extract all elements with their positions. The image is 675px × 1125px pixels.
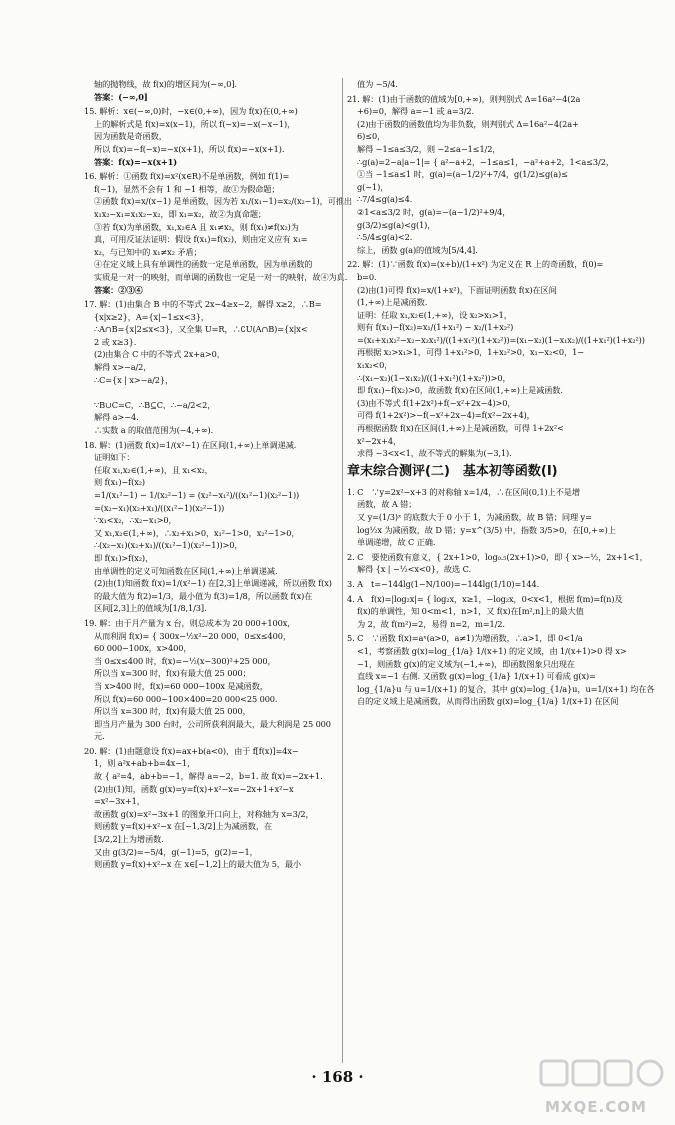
left-column-line: 所以当 x=300 时，f(x)有最大值 25 000； <box>94 668 251 679</box>
watermark-text: MXQE.COM <box>545 1098 647 1116</box>
left-column-line: ∴实数 a 的取值范围为(−4,+∞). <box>94 425 214 436</box>
chapter-answer-line: −1，则函数 g(x)的定义域为(−1,+∞)，即函数图象只出现在 <box>357 658 575 669</box>
right-column-line: 解得 −1≤a≤3/2，则 −2≤a−1≤1/2， <box>357 143 501 154</box>
left-column-line: 故 { a²=4，ab+b=−1，解得 a=−2，b=1. 故 f(x)=−2x+1. <box>94 771 323 782</box>
left-column-line: ∴C={x | x>−a/2}， <box>94 374 174 385</box>
chapter-answer-line: 3. A t=−144lg(1−N/100)=−144lg(1/10)=144. <box>347 578 540 589</box>
left-column-line: 任取 x₁,x₂∈(1,+∞)，且 x₁<x₂， <box>94 464 213 475</box>
left-column-line: 20. 解：(1)由题意设 f(x)=ax+b(a<0)，由于 f[f(x)]=4x− <box>84 745 299 756</box>
chapter-answer-line: log_{1/a}u 与 u=1/(x+1) 的复合，其中 g(x)=log_{1/a}u，u=1/(x+1) 均在各 <box>357 683 655 694</box>
left-column-line: 从而利润 f(x)= { 300x−½x²−20 000，0≤x≤400， <box>94 630 291 641</box>
left-column-line: ∵B∪C=C，∴B⊆C，∴−a/2<2， <box>94 399 216 410</box>
right-column <box>347 78 655 708</box>
left-column-line: 则 f(x₁)−f(x₂) <box>94 477 145 488</box>
left-column-line: =1/(x₁²−1) − 1/(x₂²−1) = (x₂²−x₁²)/((x₁²−1)(x₂²−1)) <box>94 490 300 500</box>
right-column-line: 证明：任取 x₁,x₂∈(1,+∞)，设 x₂>x₁>1， <box>357 309 512 320</box>
left-column-line: ②函数 f(x)=x/(x−1) 是单函数，因为若 x₁/(x₁−1)=x₂/(x₂−1)，可推出 <box>94 196 352 207</box>
left-column-line: (2)由集合 C 中的不等式 2x+a>0， <box>94 349 225 360</box>
left-column-line: (2)由(1)知函数 f(x)=1/(x²−1) 在[2,3]上单调递减，所以函数 f(x) <box>94 578 332 589</box>
chapter-answer-line: <1，考察函数 g(x)=log_{1/a} 1/(x+1) 的定义域，由 1/(x+1)>0 得 x> <box>357 645 627 656</box>
left-column-line: 当 x>400 时，f(x)=60 000−100x 是减函数， <box>94 680 268 691</box>
left-column-line: 答案：②③④ <box>94 284 143 295</box>
left-column-line: 的最大值为 f(2)=1/3，最小值为 f(3)=1/8，所以函数 f(x)在 <box>94 590 313 601</box>
left-column-line: (2)由(1)知，函数 g(x)=y=f(x)+x²−x=−2x+1+x²−x <box>94 783 294 794</box>
left-column-line: 轴的抛物线，故 f(x)的增区间为(−∞,0]. <box>94 79 237 89</box>
left-column-line: 由单调性的定义可知函数在区间(1,+∞)上单调递减. <box>94 565 278 576</box>
left-column-line: 2 或 x≥3}. <box>94 336 137 347</box>
right-column-line: 求得 −3<x<1，故不等式的解集为(−3,1). <box>357 448 512 459</box>
left-column-line: 1，则 a²x+ab+b=4x−1， <box>94 758 196 769</box>
left-column-line: 60 000−100x，x>400， <box>94 643 192 654</box>
right-column-line: (2)由于函数的函数值均为非负数，则判别式 Δ=16a²−4(2a+ <box>357 118 579 129</box>
right-column-line: ∴(x₁−x₂)(1−x₁x₂)/((1+x₁²)(1+x₂²))>0， <box>357 372 511 383</box>
chapter-answer-line: 1. C ∵y=2x²−x+3 的对称轴 x=1/4，∴在区间(0,1)上不是增 <box>347 486 580 497</box>
left-column-line: =(x₂−x₁)(x₂+x₁)/((x₁²−1)(x₂²−1)) <box>94 502 225 513</box>
right-column-line: 21. 解：(1)由于函数的值域为[0,+∞)，则判别式 Δ=16a²−4(2a <box>347 93 581 104</box>
right-column-line: ②1<a≤3/2 时，g(a)=−(a−1/2)²+9/4， <box>357 206 511 217</box>
right-column-line: x₁x₂<0， <box>357 360 393 371</box>
left-column-line: 故函数 g(x)=x²−3x+1 的图象开口向上，对称轴为 x=3/2， <box>94 808 314 819</box>
chapter-answer-line: 2. C 要使函数有意义，{ 2x+1>0，log₀.₅(2x+1)>0，即 { x>−½，2x+1<1， <box>347 551 648 562</box>
left-column-line: 17. 解：(1)由集合 B 中的不等式 2x−4≥x−2，解得 x≥2，∴B= <box>84 299 322 310</box>
left-column-line: 解得 x>−a/2， <box>94 362 152 373</box>
left-column-line: 16. 解析：①函数 f(x)=x²(x∈R)不是单函数，例如 f(1)= <box>84 171 290 182</box>
chapter-answer-line: 直线 x=−1 右侧. 又函数 g(x)=log_{1/a} 1/(x+1) 可看成 g(x)= <box>357 671 596 682</box>
left-column-line: =x²−3x+1， <box>94 796 145 807</box>
left-column-line: 因为函数是奇函数， <box>94 131 167 142</box>
left-column-line: 15. 解析：x∈(−∞,0)时，−x∈(0,+∞)，因为 f(x)在(0,+∞) <box>84 106 298 117</box>
left-column-line: 解得 a>−4. <box>94 412 139 423</box>
left-column-line: 当 0≤x≤400 时，f(x)=−½(x−300)²+25 000， <box>94 655 276 666</box>
left-column-line: ∴A∩B={x|2≤x<3}，又全集 U=R，∴∁U(A∩B)={x|x< <box>94 324 308 335</box>
right-column-line: (1,+∞)上是减函数. <box>357 297 428 308</box>
left-column-line: [3/2,2]上为增函数. <box>94 834 164 845</box>
chapter-answer-line: 函数，故 A 错； <box>357 499 417 510</box>
right-column-line: ∴5/4≤g(a)<2. <box>357 232 413 243</box>
right-column-line: +6)=0，解得 a=−1 或 a=3/2. <box>357 106 475 117</box>
right-column-chapter-answers <box>347 486 655 708</box>
left-column-line: ④在定义域上具有单调性的函数一定是单函数，因为单函数的 <box>94 259 313 270</box>
left-column-line: 所以当 x=300 时，f(x)有最大值 25 000， <box>94 706 251 717</box>
left-column-line: 所以 f(x)=60 000−100×400=20 000<25 000. <box>94 693 278 704</box>
right-column-line: (3)由不等式 f(1+2x²)+f(−x²+2x−4)>0， <box>357 397 516 408</box>
right-column-line: g(3/2)≤g(a)<g(1)， <box>357 219 436 230</box>
chapter-answer-line: 5. C ∵函数 f(x)=aˣ(a>0，a≠1)为增函数，∴a>1，即 0<1/a <box>347 633 583 644</box>
left-column-line: 证明如下： <box>94 452 135 463</box>
left-column-line: 即 f(x₁)>f(x₂)， <box>94 552 154 563</box>
right-column-line: 再根据 x₂>x₁>1，可得 1+x₁²>0，1+x₂²>0，x₁−x₂<0，1− <box>357 347 584 358</box>
left-column-line: 上的解析式是 f(x)=x(x−1)，所以 f(−x)=−x(−x−1)， <box>94 118 296 129</box>
column-divider <box>342 78 343 1063</box>
right-column-line: 综上，函数 g(a)的值域为[5/4,4]. <box>357 244 478 255</box>
left-column-line: 元. <box>94 731 105 742</box>
right-column-line: =(x₁+x₁x₂²−x₂−x₂x₁²)/((1+x₁²)(1+x₂²))=(x₁−x₂)(1−x₁x₂)/((1+x₁²)(1+x₂²)) <box>357 334 645 345</box>
chapter-answer-line: 解得 {x | −½<x<0}，故选 C. <box>357 564 471 575</box>
left-column-line: f(−1)，显然不会有 1 和 −1 相等，故①为假命题； <box>94 183 280 194</box>
left-column-line: x₁x₂−x₁=x₁x₂−x₂，即 x₁=x₂，故②为真命题； <box>94 208 267 219</box>
right-column-line: g(−1)， <box>357 181 389 192</box>
chapter-answer-line: log½x 为减函数，故 D 错；y=x^(3/5) 中，指数 3/5>0，在[0,+∞)上 <box>357 524 616 535</box>
chapter-answer-line: f(x)的单调性，知 0<m<1，n>1，又 f(x)在[m²,n]上的最大值 <box>357 606 584 617</box>
left-column-line: 又 x₁,x₂∈(1,+∞)，∴x₂+x₁>0，x₁²−1>0，x₂²−1>0， <box>94 527 300 538</box>
left-column-line: 真，可用反证法证明：假设 f(x₁)=f(x₂)，则由定义应有 x₁= <box>94 234 308 245</box>
right-column-line: ①当 −1≤a≤1 时，g(a)=(a−1/2)²+7/4，g(1/2)≤g(a)≤ <box>357 169 568 180</box>
right-column-line: 可得 f(1+2x²)>−f(−x²+2x−4)=f(x²−2x+4)， <box>357 410 535 421</box>
left-column-line: 则函数 y=f(x)+x²−x 在[−1,3/2]上为减函数，在 <box>94 821 273 832</box>
left-column-line: 18. 解：(1)函数 f(x)=1/(x²−1) 在区间(1,+∞)上单调递减. <box>84 439 297 450</box>
right-column-line: 再根据函数 f(x)在区间(1,+∞)上是减函数，可得 1+2x²< <box>357 423 564 434</box>
left-column-line: {x|x≥2}，A={x|−1≤x<3}， <box>94 311 209 322</box>
right-column-line: 即 f(x₁)−f(x₂)>0，故函数 f(x)在区间(1,+∞)上是减函数. <box>357 385 563 396</box>
right-column-line: 值为 −5/4. <box>357 79 398 89</box>
left-column-line: 实质是一对一的映射，而单调的函数也一定是一对一的映射，故④为真. <box>94 271 348 282</box>
right-column-line: b=0. <box>357 271 377 282</box>
chapter-answer-line: 自的定义域上是减函数，从而得出函数 g(x)=log_{1/a} 1/(x+1) 在区间 <box>357 696 619 707</box>
left-column-line: 答案：(−∞,0] <box>94 91 148 102</box>
left-column-line: 即当月产量为 300 台时，公司所获利润最大，最大利润是 25 000 <box>94 718 331 729</box>
left-column-line: 19. 解：由于月产量为 x 台，则总成本为 20 000+100x， <box>84 617 296 628</box>
left-column-line: ∵x₁<x₂，∴x₂−x₁>0， <box>94 515 177 526</box>
left-column-line <box>84 386 339 399</box>
right-column-line: ∴7/4≤g(a)≤4. <box>357 194 413 205</box>
left-column-line: 答案：f(x)=−x(x+1) <box>94 156 178 167</box>
left-column-line: 又由 g(3/2)=−5/4，g(−1)=5，g(2)=−1， <box>94 846 258 857</box>
right-column-line: 22. 解：(1)∵函数 f(x)=(x+b)/(1+x²) 为定义在 R 上的奇函数，f(0)= <box>347 259 604 270</box>
right-column-answers <box>347 78 645 460</box>
chapter-answer-line: 又 y=(1/3)ˣ 的底数大于 0 小于 1，为减函数，故 B 错；同理 y= <box>357 512 592 522</box>
chapter-answer-line: 为 2，故 f(m²)=2，易得 n=2，m=1/2. <box>357 618 505 629</box>
left-column-line: x₂，与已知中的 x₁≠x₂ 矛盾； <box>94 246 202 257</box>
right-column-line: x²−2x+4， <box>357 435 402 446</box>
left-column-line: ∴(x₂−x₁)(x₂+x₁)/((x₁²−1)(x₂²−1))>0， <box>94 540 243 551</box>
chapter-answer-line: 4. A f(x)=|log₂x|= { log₂x，x≥1，−log₂x，0<x<1，根据 f(m)=f(n)及 <box>347 593 623 604</box>
left-column-line: ③若 f(x)为单函数，x₁,x₂∈A 且 x₁≠x₂，则 f(x₁)≠f(x₂)为 <box>94 221 299 232</box>
left-column-line: 则函数 y=f(x)+x²−x 在 x∈[−1,2]上的最大值为 5，最小 <box>94 859 302 870</box>
right-column-line: (2)由(1)可得 f(x)=x/(1+x²)，下面证明函数 f(x)在区间 <box>357 284 557 295</box>
right-column-line: 则有 f(x₁)−f(x₂)=x₁/(1+x₁²) − x₂/(1+x₂²) <box>357 322 514 333</box>
left-column-line: 所以 f(x)=−f(−x)=−x(x+1)，所以 f(x)=−x(x+1). <box>94 143 285 154</box>
right-column-line: ∴g(a)=2−a|a−1|= { a²−a+2，−1≤a≤1，−a²+a+2，1<a≤3/2， <box>357 156 614 167</box>
left-column <box>84 78 352 871</box>
left-column-line: 区间[2,3]上的值域为[1/8,1/3]. <box>94 603 207 614</box>
right-column-line: 6)≤0， <box>357 131 386 142</box>
chapter-answer-line: 单调递增，故 C 正确. <box>357 537 436 548</box>
page-number: · 168 · <box>311 1068 364 1086</box>
section-title: 章末综合测评(二) 基本初等函数(Ⅰ) <box>347 463 558 479</box>
